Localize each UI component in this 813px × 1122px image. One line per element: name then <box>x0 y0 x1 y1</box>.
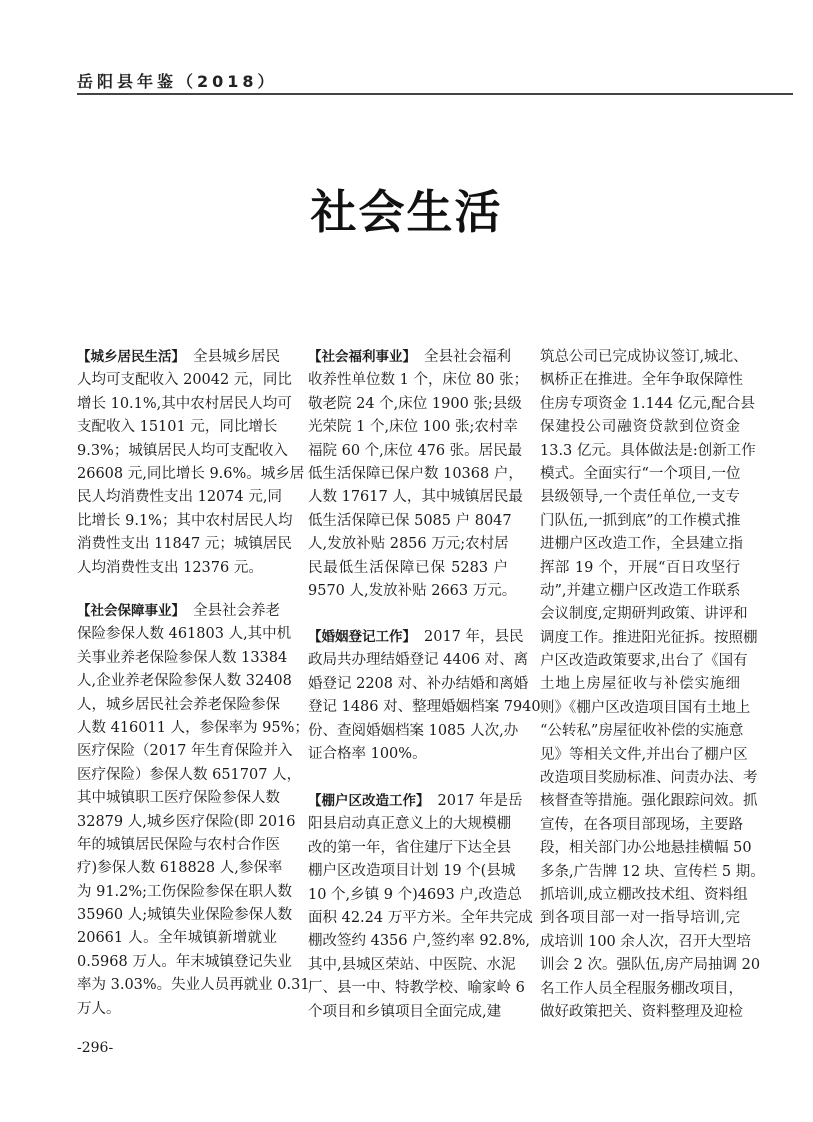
text-line: 棚户区改造项目计划 19 个(县城 <box>308 863 516 880</box>
text-line: 人数 416011 人，参保率为 95%； <box>77 719 309 736</box>
text-line: 县级领导,一个责任单位,一支专 <box>540 489 740 506</box>
text-line: 见》等相关文件,并出台了棚户区 <box>540 746 748 763</box>
page-title: 社会生活 <box>310 185 503 239</box>
running-header: 岳阳县年鉴（2018） <box>77 72 278 91</box>
text-line-content: 全县城乡居民 <box>193 349 280 365</box>
text-line: 20661 人。全年城镇新增就业 <box>77 930 277 947</box>
text-line: 医疗保险）参保人数 651707 人， <box>77 766 302 783</box>
text-line: 则》《棚户区改造项目国有土地上 <box>540 699 751 716</box>
text-line: 改的第一年，省住建厅下达全县 <box>308 839 511 856</box>
article-section <box>308 346 529 603</box>
text-line <box>308 346 511 369</box>
text-line: 民最低生活保障已保 5283 户 <box>308 559 508 576</box>
text-line: 医疗保险（2017 年生育保险并入 <box>77 743 293 760</box>
text-line: 率为 3.03%。失业人员再就业 0.31 <box>77 977 310 994</box>
text-line: 门队伍,一抓到底”的工作模式推 <box>540 512 741 529</box>
article-section <box>77 346 305 580</box>
text-line: 其中,县城区荣站、中医院、水泥 <box>308 956 516 973</box>
text-line: 人均可支配收入 20042 元，同比 <box>77 372 292 389</box>
text-line: 10 个,乡镇 9 个)4693 户,改造总 <box>308 886 522 903</box>
text-line: 个项目和乡镇项目全面完成,建 <box>308 1003 502 1020</box>
text-line: 抓培训,成立棚改技术组、资料组 <box>540 886 748 903</box>
text-line: 光荣院 1 个,床位 100 张;农村幸 <box>308 419 518 436</box>
text-line: 0.5968 万人。年末城镇登记失业 <box>77 953 292 970</box>
text-line: 低生活保障已保户数 10368 户， <box>308 465 523 482</box>
text-line <box>308 790 523 813</box>
text-line: 挥部 19 个，开展“百日攻坚行 <box>540 559 740 576</box>
text-line: 35960 人;城镇失业保险参保人数 <box>77 907 293 924</box>
text-line: 敬老院 24 个,床位 1900 张;县级 <box>308 395 522 412</box>
text-line <box>77 346 280 369</box>
text-line: 模式。全面实行“一个项目,一位 <box>540 465 741 482</box>
article-section <box>540 346 765 1024</box>
text-line: 26608 元,同比增长 9.6%。城乡居 <box>77 465 305 482</box>
text-line-content: 全县社会福利 <box>424 349 511 365</box>
text-line: 32879 人,城乡医疗保险(即 2016 <box>77 813 296 830</box>
text-line: 政局共办理结婚登记 4406 对、离 <box>308 652 529 669</box>
section-heading: 【婚姻登记工作】 <box>308 629 416 645</box>
text-line: 厂、县一中、特教学校、喻家岭 6 <box>308 980 525 997</box>
text-line: 登记 1486 对、整理婚姻档案 7940 <box>308 699 541 716</box>
text-line: 份、查阅婚姻档案 1085 人次,办 <box>308 722 519 739</box>
text-line: 为 91.2%;工伤保险参保在职人数 <box>77 883 293 900</box>
text-line: 9570 人,发放补贴 2663 万元。 <box>308 582 517 599</box>
text-line: 证合格率 100%。 <box>308 745 427 762</box>
text-line: 人数 17617 人，其中城镇居民最 <box>308 489 523 506</box>
text-line-content: 2017 年是岳 <box>437 793 523 809</box>
text-line: 疗)参保人数 618828 人,参保率 <box>77 860 283 877</box>
text-line: 名工作人员全程服务棚改项目， <box>540 980 743 997</box>
text-line: 面积 42.24 万平方米。全年共完成 <box>308 909 533 926</box>
text-line: 段，相关部门办公地悬挂横幅 50 <box>540 840 752 857</box>
text-line: 多条,广告牌 12 块、宣传栏 5 期。 <box>540 863 765 880</box>
article-section <box>308 790 533 1024</box>
text-line: 动”,并建立棚户区改造工作联系 <box>540 582 741 599</box>
section-heading: 【社会福利事业】 <box>308 349 416 365</box>
text-line: 住房专项资金 1.144 亿元,配合县 <box>540 395 755 412</box>
text-line: “公转私”房屋征收补偿的实施意 <box>540 723 744 740</box>
article-section <box>77 600 310 1021</box>
text-line: 保建投公司融资贷款到位资金 <box>540 419 740 436</box>
text-line: 支配收入 15101 元，同比增长 <box>77 419 278 436</box>
text-line: 收养性单位数 1 个，床位 80 张； <box>308 372 529 389</box>
section-heading: 【社会保障事业】 <box>77 603 185 619</box>
text-line: 训会 2 次。强队伍,房产局抽调 20 <box>540 957 761 974</box>
text-line: 其中城镇职工医疗保险参保人数 <box>77 790 280 807</box>
page-number: -296- <box>77 1040 114 1056</box>
text-line: 会议制度,定期研判政策、讲评和 <box>540 606 748 623</box>
text-line: 到各项目部一对一指导培训,完 <box>540 910 740 927</box>
text-line: 比增长 9.1%；其中农村居民人均 <box>77 512 293 529</box>
text-line: 人均消费性支出 12376 元。 <box>77 559 263 576</box>
text-line: 改造项目奖励标准、问责办法、考 <box>540 770 758 787</box>
text-line-content: 全县社会养老 <box>193 603 280 619</box>
text-line: 户区改造政策要求,出台了《国有 <box>540 653 748 670</box>
article-section <box>308 626 541 766</box>
text-line: 枫桥正在推进。全年争取保障性 <box>540 372 743 389</box>
text-line <box>308 626 524 649</box>
section-heading: 【城乡居民生活】 <box>77 349 185 365</box>
section-heading: 【棚户区改造工作】 <box>308 793 430 809</box>
text-line: 筑总公司已完成协议签订,城北、 <box>540 349 748 365</box>
text-line: 进棚户区改造工作，全县建立指 <box>540 536 743 553</box>
text-line: 土地上房屋征收与补偿实施细 <box>540 676 740 693</box>
text-line: 核督查等措施。强化跟踪问效。抓 <box>540 793 758 810</box>
text-line: 13.3 亿元。具体做法是:创新工作 <box>540 442 756 459</box>
text-line: 宣传，在各项目部现场，主要路 <box>540 816 743 833</box>
text-line: 关事业养老保险参保人数 13384 <box>77 649 288 666</box>
text-line: 保险参保人数 461803 人,其中机 <box>77 626 292 643</box>
text-line: 婚登记 2208 对、补办结婚和离婚 <box>308 675 529 692</box>
text-line <box>77 600 280 623</box>
header-rule <box>77 93 793 95</box>
text-line: 棚改签约 4356 户,签约率 92.8%, <box>308 933 531 950</box>
text-line: 人，城乡居民社会养老保险参保 <box>77 696 280 713</box>
text-line: 调度工作。推进阳光征拆。按照棚 <box>540 629 758 646</box>
text-line: 阳县启动真正意义上的大规模棚 <box>308 816 511 833</box>
text-line: 低生活保障已保 5085 户 8047 <box>308 512 512 529</box>
text-line: 万人。 <box>77 1000 121 1017</box>
text-line: 人,企业养老保险参保人数 32408 <box>77 673 292 690</box>
text-line-content: 2017 年，县民 <box>424 629 524 645</box>
text-line: 民人均消费性支出 12074 元,同 <box>77 489 282 506</box>
text-line: 成培训 100 余人次，召开大型培 <box>540 933 751 950</box>
text-line: 年的城镇居民保险与农村合作医 <box>77 836 280 853</box>
text-line: 福院 60 个,床位 476 张。居民最 <box>308 442 523 459</box>
text-line: 人,发放补贴 2856 万元;农村居 <box>308 536 509 553</box>
text-line: 9.3%；城镇居民人均可支配收入 <box>77 442 288 459</box>
text-line: 消费性支出 11847 元；城镇居民 <box>77 536 292 553</box>
text-line: 做好政策把关、资料整理及迎检 <box>540 1003 743 1020</box>
text-line: 增长 10.1%,其中农村居民人均可 <box>77 395 292 412</box>
